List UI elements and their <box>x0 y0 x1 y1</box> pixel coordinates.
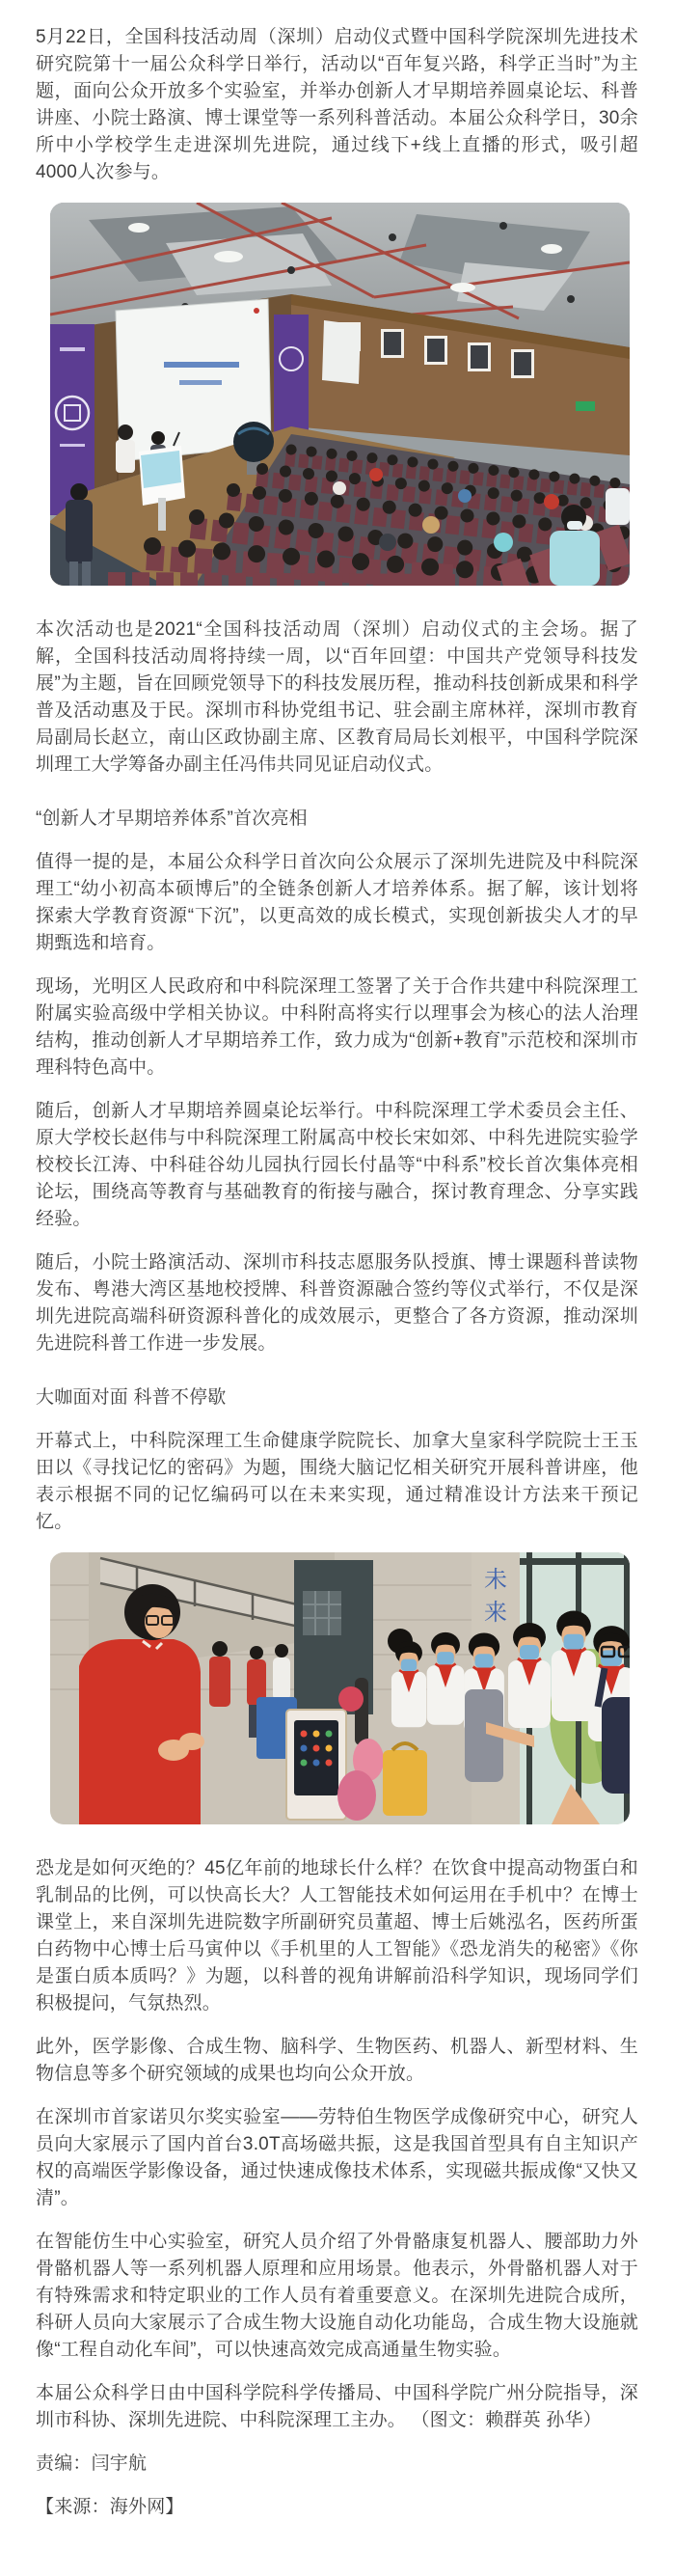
auditorium-illustration <box>50 203 630 586</box>
svg-text:未: 未 <box>484 1568 507 1593</box>
university-banner <box>50 324 94 515</box>
source-credit: 【来源：海外网】 <box>36 2497 184 2517</box>
svg-text:来: 来 <box>484 1601 507 1626</box>
paragraph-talent-chain: 值得一提的是，本届公众科学日首次向公众展示了深圳先进院及中科院深理工“幼小初高本硕博后”的全链条创新人才培养体系。据了解，该计划将探索大学教育资源“下沉”，以更高效的成长模式，实现创新拔尖人才的早期甄选和培育。 <box>36 852 638 953</box>
photo-auditorium <box>50 203 630 586</box>
paragraph-intro: 5月22日，全国科技活动周（深圳）启动仪式暨中国科学院深圳先进技术研究院第十一届公众科学日举行，活动以“百年复兴路，科学正当时”为主题，面向公众开放多个实验室，并举办创新人才早期培养圆桌论坛、科普讲座、小院士路演、博士课堂等一系列科普活动。本届公众科学日，30余所中小学校学生走进深圳先进院，通过线下+线上直播的形式，吸引超4000人次参与。 <box>36 27 638 182</box>
paragraph-mri: 在深圳市首家诺贝尔奖实验室——劳特伯生物医学成像研究中心，研究人员向大家展示了国内首台3.0T高场磁共振，这是我国首型具有自主知识产权的高端医学影像设备，通过快速成像技术体系，实现磁共振成像“又快又清”。 <box>36 2107 638 2208</box>
paragraph-robotics: 在智能仿生中心实验室，研究人员介绍了外骨骼康复机器人、腰部助力外骨骼机器人等一系列机器人原理和应用场景。他表示，外骨骼机器人对于有特殊需求和特定职业的工作人员有着重要意义。在深圳先进院合成所，科研人员向大家展示了合成生物大设施自动化功能岛，合成生物大设施就像“工程自动化车间”，可以快速高效完成高通量生物实验。 <box>36 2232 638 2360</box>
students-illustration <box>50 1552 630 1824</box>
paragraph-roundtable: 随后，创新人才早期培养圆桌论坛举行。中科院深理工学术委员会主任、原大学校长赵伟与中科院深理工附属高中校长宋如郊、中科先进院实验学校校长江涛、中科硅谷幼儿园执行园长付晶等“中科系”校长首次集体亮相论坛，围绕高等教育与基础教育的衔接与融合，探讨教育理念、分享实践经验。 <box>36 1101 638 1229</box>
paragraph-school-agreement: 现场，光明区人民政府和中科院深理工签署了关于合作共建中科院深理工附属实验高级中学相关协议。中科附高将实行以理事会为核心的法人治理结构，推动创新人才早期培养工作，致力成为“创新+教育”示范校和深圳市理科特色高中。 <box>36 976 638 1078</box>
section-heading-face-to-face: 大咖面对面 科普不停歇 <box>36 1387 227 1408</box>
paragraph-organizers: 本届公众科学日由中国科学院科学传播局、中国科学院广州分院指导，深圳市科协、深圳先进院、中科院深理工主办。 （图文：赖群英 孙华） <box>36 2383 638 2430</box>
photo-students <box>50 1552 630 1824</box>
side-screen <box>322 320 361 384</box>
paragraph-ceremonies: 随后，小院士路演活动、深圳市科技志愿服务队授旗、博士课题科普读物发布、粤港大湾区基地校授牌、科普资源融合签约等仪式举行，不仅是深圳先进院高端科研资源科普化的成效展示，更整合了各方资源，推动深圳先进院科普工作进一步发展。 <box>36 1252 638 1354</box>
paragraph-phd-class: 恐龙是如何灭绝的？45亿年前的地球长什么样？在饮食中提高动物蛋白和乳制品的比例，可以快高长大？人工智能技术如何运用在手机中？在博士课堂上，来自深圳先进院数字所副研究员董超、博士后姚泓名，医药所蛋白药物中心博士后马寅仲以《手机里的人工智能》《恐龙消失的秘密》《你是蛋白质本质吗？》为题，以科普的视角讲解前沿科学知识，现场同学们积极提问，气氛热烈。 <box>36 1858 638 2014</box>
university-banner-2 <box>274 315 309 432</box>
editor-credit: 责编：闫宇航 <box>36 2453 148 2474</box>
paragraph-venue: 本次活动也是2021“全国科技活动周（深圳）启动仪式的主会场。据了解，全国科技活动周将持续一周，以“百年回望：中国共产党领导科技发展”为主题，旨在回顾党领导下的科技发展历程，推动科技创新成果和科学普及活动惠及于民。深圳市科协党组书记、驻会副主席林祥，深圳市教育局副局长赵立，南山区政协副主席、区教育局局长刘根平，中国科学院深圳理工大学筹备办副主任冯伟共同见证启动仪式。 <box>36 619 638 775</box>
section-heading-talent-system: “创新人才早期培养体系”首次亮相 <box>36 808 308 829</box>
exit-sign <box>576 401 595 411</box>
paragraph-memory-lecture: 开幕式上，中科院深理工生命健康学院院长、加拿大皇家科学院院士王玉田以《寻找记忆的密码》为题，围绕大脑记忆相关研究开展科普讲座，他表示根据不同的记忆编码可以在未来实现，通过精准设计方法来干预记忆。 <box>36 1431 638 1532</box>
paragraph-open-fields: 此外，医学影像、合成生物、脑科学、生物医药、机器人、新型材料、生物信息等多个研究领域的成果也均向公众开放。 <box>36 2037 638 2084</box>
